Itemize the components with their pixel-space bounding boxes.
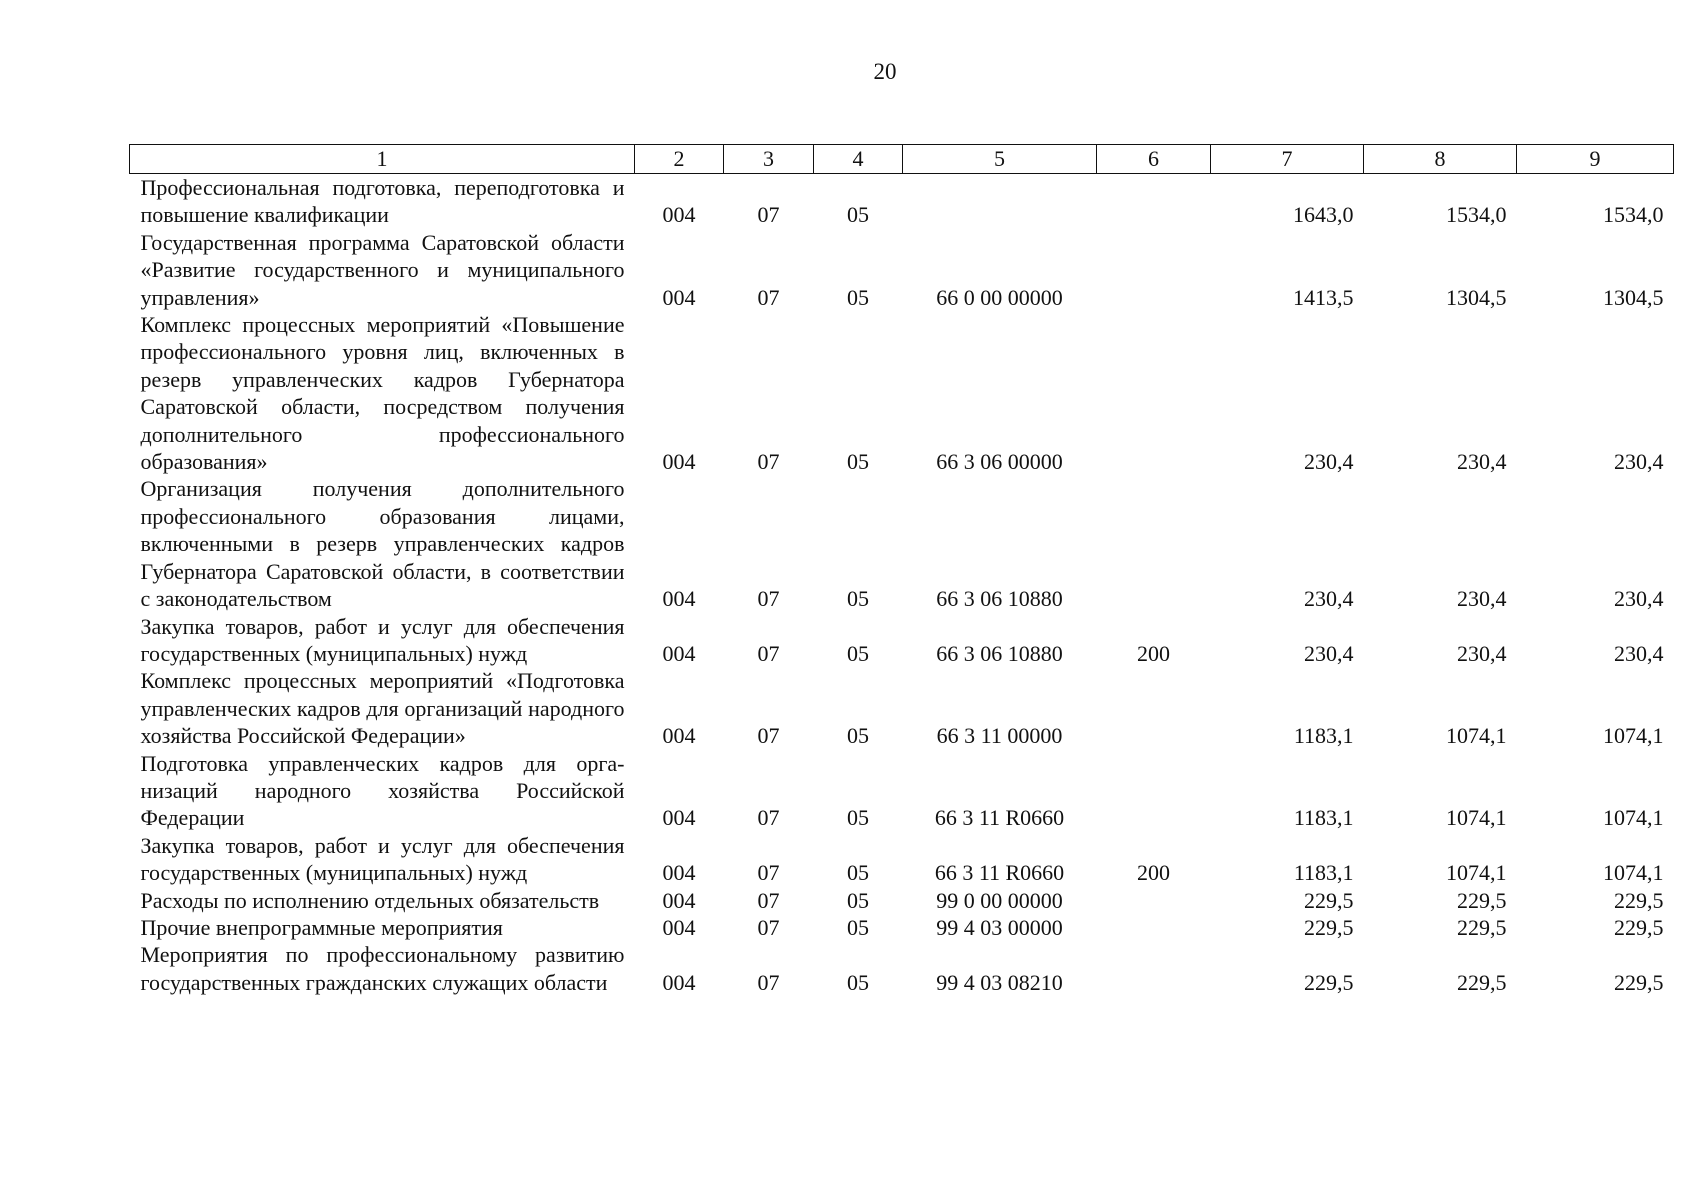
row-name-cell: Расходы по исполнению отдельных обязательств — [140, 887, 600, 913]
table-row — [130, 887, 1674, 914]
table-row — [130, 311, 1674, 475]
table-row — [130, 914, 1674, 941]
admin-code-cell: 004 — [662, 723, 696, 749]
amount-cell: 230,4 — [1304, 586, 1354, 612]
column-header: 1 — [130, 145, 635, 174]
amount-cell: 1304,5 — [1446, 284, 1507, 310]
column-header: 6 — [1097, 145, 1211, 174]
amount-cell: 229,5 — [1614, 914, 1664, 940]
target-article-cell: 99 0 00 00000 — [936, 887, 1063, 913]
amount-cell: 229,5 — [1614, 887, 1664, 913]
amount-cell: 1183,1 — [1293, 860, 1354, 886]
table-row — [130, 174, 1674, 229]
section-cell: 07 — [757, 449, 780, 475]
subsection-cell: 05 — [847, 723, 869, 749]
amount-cell: 1074,1 — [1446, 723, 1507, 749]
amount-cell: 1074,1 — [1446, 805, 1507, 831]
section-cell: 07 — [757, 860, 780, 886]
table-row — [130, 941, 1674, 996]
subsection-cell: 05 — [847, 805, 869, 831]
row-name-cell: Комплекс процессных мероприятий «Подготовка управленческих кадров для организаций народного хозяйства Российской Федерации» — [140, 668, 625, 749]
column-header: 7 — [1211, 145, 1364, 174]
admin-code-cell: 004 — [662, 202, 696, 228]
amount-cell: 229,5 — [1457, 914, 1507, 940]
row-name-cell: Мероприятия по профессиональному развитию государственных гражданских служащих области — [140, 942, 625, 995]
subsection-cell: 05 — [847, 860, 869, 886]
row-name-cell: Прочие внепрограммные мероприятия — [140, 914, 503, 940]
target-article-cell: 66 3 11 R0660 — [934, 860, 1065, 886]
admin-code-cell: 004 — [662, 860, 696, 886]
table-body — [130, 174, 1674, 997]
column-header: 9 — [1517, 145, 1674, 174]
amount-cell: 230,4 — [1614, 640, 1664, 666]
row-name-cell: Закупка товаров, работ и услуг для обеспечения государственных (муниципальных) нужд — [140, 613, 625, 666]
admin-code-cell: 004 — [662, 914, 696, 940]
expense-type-cell: 200 — [1137, 640, 1170, 666]
admin-code-cell: 004 — [662, 284, 696, 310]
table-row — [130, 475, 1674, 612]
expense-type-cell — [1097, 311, 1211, 475]
amount-cell: 229,5 — [1614, 969, 1664, 995]
admin-code-cell: 004 — [662, 586, 696, 612]
amount-cell: 229,5 — [1304, 887, 1354, 913]
column-header: 3 — [724, 145, 814, 174]
section-cell: 07 — [757, 914, 780, 940]
subsection-cell: 05 — [847, 586, 869, 612]
admin-code-cell: 004 — [662, 449, 696, 475]
column-header: 4 — [814, 145, 903, 174]
amount-cell: 230,4 — [1614, 449, 1664, 475]
page-number: 20 — [873, 59, 897, 84]
amount-cell: 229,5 — [1457, 887, 1507, 913]
amount-cell: 1304,5 — [1603, 284, 1664, 310]
amount-cell: 1074,1 — [1603, 805, 1664, 831]
row-name-cell: Профессиональная подготовка, переподготовка и повышение квалификации — [140, 175, 625, 228]
subsection-cell: 05 — [847, 969, 869, 995]
expense-type-cell — [1097, 174, 1211, 229]
target-article-cell: 66 3 06 10880 — [936, 640, 1063, 666]
target-article-cell: 66 0 00 00000 — [936, 284, 1063, 310]
row-name-cell: Государственная программа Саратовской области «Развитие государственного и муниципального управления» — [140, 229, 625, 310]
amount-cell: 1183,1 — [1293, 723, 1354, 749]
admin-code-cell: 004 — [662, 969, 696, 995]
amount-cell: 230,4 — [1457, 640, 1507, 666]
amount-cell: 230,4 — [1304, 449, 1354, 475]
amount-cell: 230,4 — [1304, 640, 1354, 666]
section-cell: 07 — [757, 640, 780, 666]
expense-type-cell — [1097, 887, 1211, 914]
column-header: 8 — [1364, 145, 1517, 174]
subsection-cell: 05 — [847, 284, 869, 310]
target-article-cell: 66 3 06 00000 — [936, 449, 1063, 475]
amount-cell: 1534,0 — [1446, 202, 1507, 228]
amount-cell: 1413,5 — [1293, 284, 1354, 310]
column-header: 5 — [903, 145, 1097, 174]
subsection-cell: 05 — [847, 914, 869, 940]
table-header-row — [130, 145, 1674, 174]
table-row — [130, 613, 1674, 668]
admin-code-cell: 004 — [662, 805, 696, 831]
amount-cell: 1534,0 — [1603, 202, 1664, 228]
expense-type-cell — [1097, 475, 1211, 612]
table-row — [130, 750, 1674, 832]
amount-cell: 229,5 — [1457, 969, 1507, 995]
expense-type-cell — [1097, 667, 1211, 749]
admin-code-cell: 004 — [662, 640, 696, 666]
row-name-cell: Комплекс процессных мероприятий «Повышение профессионального уровня лиц, включенных в резерв управленческих кадров Губернатора Саратовской области, посредством получения дополнительного профессионального образования» — [140, 312, 625, 475]
table-row — [130, 229, 1674, 311]
subsection-cell: 05 — [847, 640, 869, 666]
target-article-cell: 66 3 11 R0660 — [934, 805, 1065, 831]
amount-cell: 229,5 — [1304, 914, 1354, 940]
section-cell: 07 — [757, 723, 780, 749]
section-cell: 07 — [757, 586, 780, 612]
target-article-cell — [903, 174, 1097, 229]
row-name-cell: Подготовка управленческих кадров для организаций народного хозяйства Российской Федерации — [140, 750, 625, 831]
target-article-cell: 99 4 03 08210 — [936, 969, 1063, 995]
amount-cell: 230,4 — [1457, 586, 1507, 612]
subsection-cell: 05 — [847, 449, 869, 475]
amount-cell: 230,4 — [1457, 449, 1507, 475]
expense-type-cell — [1097, 914, 1211, 941]
amount-cell: 229,5 — [1304, 969, 1354, 995]
expense-type-cell — [1097, 750, 1211, 832]
subsection-cell: 05 — [847, 887, 869, 913]
amount-cell: 1074,1 — [1603, 860, 1664, 886]
admin-code-cell: 004 — [662, 887, 696, 913]
table-row — [130, 667, 1674, 749]
subsection-cell: 05 — [847, 202, 869, 228]
column-header: 2 — [635, 145, 724, 174]
expense-type-cell — [1097, 941, 1211, 996]
amount-cell: 230,4 — [1614, 586, 1664, 612]
amount-cell: 1074,1 — [1446, 860, 1507, 886]
row-name-cell: Закупка товаров, работ и услуг для обеспечения государственных (муниципальных) нужд — [140, 832, 625, 886]
row-name-cell: Организация получения дополнительного профессионального образования лицами, включенными в резерв управленческих кадров Губернатора Саратовской области, в соответствии с законодательством — [140, 476, 625, 612]
target-article-cell: 66 3 11 00000 — [936, 723, 1063, 749]
amount-cell: 1074,1 — [1603, 723, 1664, 749]
expense-type-cell: 200 — [1137, 860, 1170, 886]
amount-cell: 1643,0 — [1293, 202, 1354, 228]
target-article-cell: 99 4 03 00000 — [936, 914, 1063, 940]
budget-table — [129, 144, 1674, 996]
section-cell: 07 — [757, 969, 780, 995]
section-cell: 07 — [757, 202, 780, 228]
expense-type-cell — [1097, 229, 1211, 311]
amount-cell: 1183,1 — [1293, 805, 1354, 831]
section-cell: 07 — [757, 805, 780, 831]
section-cell: 07 — [757, 887, 780, 913]
table-row — [130, 832, 1674, 887]
target-article-cell: 66 3 06 10880 — [936, 586, 1063, 612]
section-cell: 07 — [757, 284, 780, 310]
